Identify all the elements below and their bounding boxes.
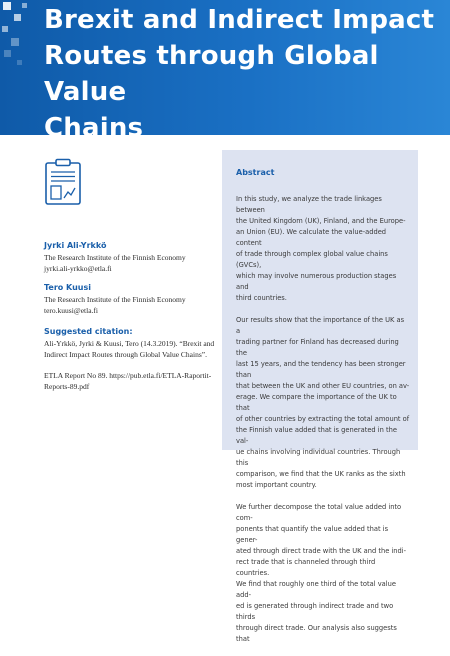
decorative-pixel (4, 50, 11, 57)
abstract-panel (222, 150, 418, 643)
abstract-line: erage. We compare the importance of the UK to that (236, 393, 397, 412)
title-line: Routes through Global Value (44, 41, 379, 107)
abstract-line: through direct trade. Our analysis also suggests that (236, 624, 397, 643)
decorative-pixel (22, 3, 27, 8)
abstract-line: the Finnish value added that is generated in the val- (236, 426, 398, 445)
abstract-line: of trade through complex global value chains (GVCs), (236, 250, 388, 269)
decorative-pixel (14, 14, 21, 21)
abstract-paragraph (236, 315, 410, 491)
abstract-line: We further decompose the total value added into com- (236, 503, 402, 522)
abstract-line: We find that roughly one third of the total value add- (236, 580, 396, 599)
author-name: Tero Kuusi (44, 283, 91, 292)
abstract-line: comparison, we find that the UK ranks as the sixth (236, 470, 406, 478)
abstract-line: third countries. (236, 294, 287, 302)
abstract-line: ponents that quantify the value added that is gener- (236, 525, 389, 544)
author-affiliation: The Research Institute of the Finnish Economy (44, 295, 186, 304)
abstract-line: rect trade that is channeled through third countries. (236, 558, 376, 577)
abstract-line: ed is generated through indirect trade and two thirds (236, 602, 394, 621)
author-block (44, 282, 219, 316)
citation-block (44, 326, 219, 392)
abstract-title: Abstract (236, 168, 275, 177)
abstract-line: an Union (EU). We calculate the value-added content (236, 228, 387, 247)
decorative-pixel (17, 60, 22, 65)
abstract-line: that between the UK and other EU countries, on av- (236, 382, 410, 390)
abstract-line: ue chains involving individual countries. Through this (236, 448, 401, 467)
abstract-line: Our results show that the importance of the UK as a (236, 316, 405, 335)
decorative-pixel (2, 26, 8, 32)
decorative-pixel (11, 38, 19, 46)
author-affiliation: The Research Institute of the Finnish Economy (44, 253, 186, 262)
abstract-line: of other countries by extracting the total amount of (236, 415, 410, 423)
abstract-line: most important country. (236, 481, 317, 489)
author-name: Jyrki Ali-Yrkkö (44, 241, 107, 250)
abstract-line: last 15 years, and the tendency has been stronger than (236, 360, 406, 379)
abstract-body (236, 194, 410, 656)
author-block (44, 240, 219, 274)
page-title (44, 2, 444, 146)
author-email[interactable]: jyrki.ali-yrkko@etla.fi (44, 264, 112, 273)
citation-text: Ali-Yrkkö, Jyrki & Kuusi, Tero (14.3.2019). “Brexit and Indirect Impact Routes through Global Value Chains”. (44, 339, 215, 359)
title-line: Chains (44, 113, 144, 143)
abstract-line: which may involve numerous production stages and (236, 272, 397, 291)
abstract-paragraph (236, 502, 410, 645)
abstract-paragraph (236, 194, 410, 304)
report-chart-icon (44, 158, 82, 206)
abstract-line: trading partner for Finland has decreased during the (236, 338, 399, 357)
citation-label: Suggested citation: (44, 327, 133, 336)
decorative-pixel (3, 2, 11, 10)
title-line: Brexit and Indirect Impact (44, 5, 435, 35)
title-banner (0, 0, 450, 143)
report-link[interactable]: ETLA Report No 89. https://pub.etla.fi/ETLA-Raportit-Reports-89.pdf (44, 371, 212, 391)
abstract-line: the United Kingdom (UK), Finland, and the Europe- (236, 217, 406, 225)
abstract-line: ated through direct trade with the UK and the indi- (236, 547, 407, 555)
author-email[interactable]: tero.kuusi@etla.fi (44, 306, 98, 315)
abstract-line: In this study, we analyze the trade linkages between (236, 195, 382, 214)
